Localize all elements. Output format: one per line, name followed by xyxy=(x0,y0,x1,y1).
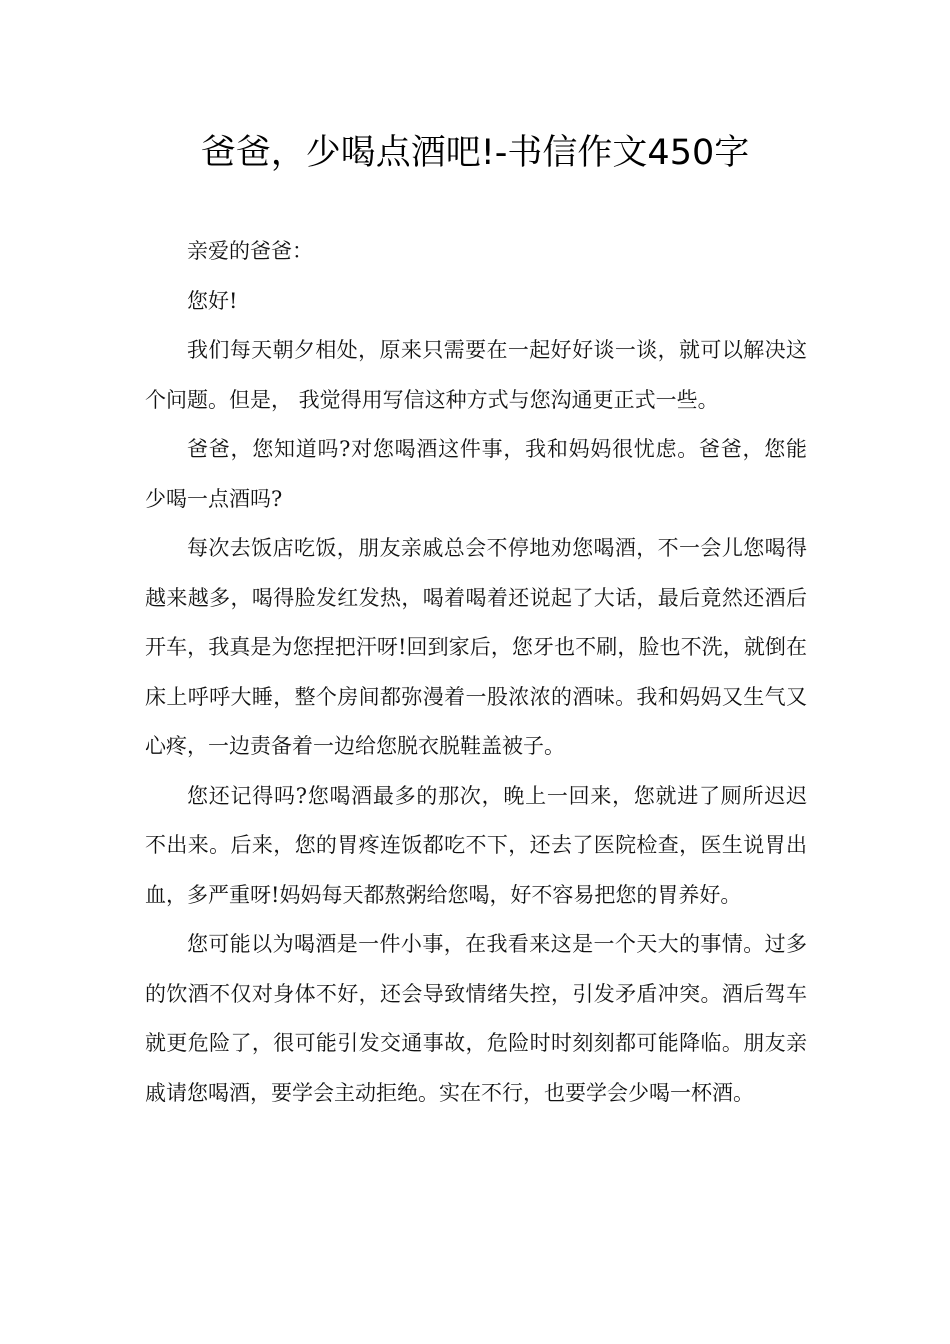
letter-body xyxy=(145,227,807,1118)
document-title: 爸爸，少喝点酒吧!-书信作文450字 xyxy=(200,133,750,173)
paragraph-intro: 我们每天朝夕相处，原来只需要在一起好好谈一谈，就可以解决这个问题。但是， 我觉得用写信这种方式与您沟通更正式一些。 xyxy=(145,338,807,412)
paragraph-restaurant: 每次去饭店吃饭，朋友亲戚总会不停地劝您喝酒，不一会儿您喝得越来越多，喝得脸发红发热，喝着喝着还说起了大话，最后竟然还酒后开车，我真是为您捏把汗呀!回到家后，您牙也不刷，脸也不洗，就倒在床上呼呼大睡，整个房间都弥漫着一股浓浓的酒味。我和妈妈又生气又心疼，一边责备着一边给您脱衣脱鞋盖被子。 xyxy=(145,536,807,758)
greeting: 您好! xyxy=(187,288,238,313)
paragraph-concern: 爸爸，您知道吗?对您喝酒这件事，我和妈妈很忧虑。爸爸，您能少喝一点酒吗? xyxy=(145,437,807,511)
paragraph-hospital: 您还记得吗?您喝酒最多的那次，晚上一回来，您就进了厕所迟迟不出来。后来，您的胃疼连饭都吃不下，还去了医院检查，医生说胃出血，多严重呀!妈妈每天都熬粥给您喝，好不容易把您的胃养好。 xyxy=(145,783,807,907)
paragraph-advice: 您可能以为喝酒是一件小事，在我看来这是一个天大的事情。过多的饮酒不仅对身体不好，还会导致情绪失控，引发矛盾冲突。酒后驾车就更危险了，很可能引发交通事故，危险时时刻刻都可能降临。朋友亲戚请您喝酒，要学会主动拒绝。实在不行，也要学会少喝一杯酒。 xyxy=(145,932,807,1105)
salutation: 亲爱的爸爸： xyxy=(187,239,313,263)
